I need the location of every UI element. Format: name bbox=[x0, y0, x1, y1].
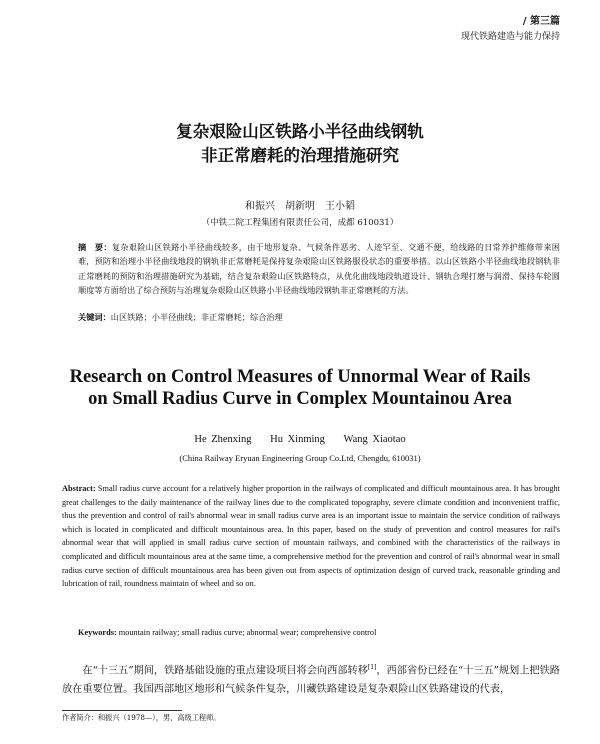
abstract-en-text: Small radius curve account for a relatively higher proportion in the railways of complicated and difficult mountainous area. It has brought great challenges to the daily maintenance of the railway lines due to the complicated topography, severe climate condition and inconvenient traffic, thus the prevention and control of rail's abnormal wear in small radius curve area is an important issue to maintain the service condition of railways which is located in complicated and difficult mountainous area. In this paper, based on the study of prevention and control measures for rail's abnormal wear that will applied in small radius curve section of mountain railways, and combined with the characteristics of the railways in complicated and difficult mountainous area at the same time, a comprehensive method for the prevention and control of rail's abnormal wear in small radius curve section of difficult mountainous area has been given out from aspects of optimization design of curved track, reasonable grinding and lubrication of rail, roundness maintain of wheel and so on. bbox=[62, 484, 560, 589]
keywords-english bbox=[78, 628, 560, 637]
authors-english bbox=[0, 434, 600, 445]
affiliation-english: (China Railway Eryuan Engineering Group Co.Ltd, Chengdu, 610031) bbox=[179, 453, 421, 463]
running-header bbox=[461, 12, 560, 42]
section-subtitle: 现代铁路建造与能力保持 bbox=[460, 32, 560, 42]
author-en: Hu Xinming bbox=[270, 434, 325, 445]
abstract-chinese bbox=[78, 240, 560, 297]
title-cn-line1: 复杂艰险山区铁路小半径曲线钢轨 bbox=[176, 122, 424, 141]
body-text-a: 在“十三五”期间，铁路基础设施的重点建设项目将会向西部转移 bbox=[82, 665, 368, 677]
citation-ref: [1] bbox=[367, 664, 377, 671]
keywords-en-text: mountain railway; small radius curve; abnormal wear; comprehensive control bbox=[116, 628, 377, 637]
keywords-en-label: Keywords: bbox=[78, 628, 117, 637]
title-chinese bbox=[0, 120, 600, 168]
chapter-label: / 第三篇 bbox=[522, 16, 560, 27]
affiliation-chinese: （中铁二院工程集团有限责任公司，成都 610031） bbox=[201, 218, 399, 228]
abstract-cn-label: 摘 要： bbox=[78, 242, 112, 252]
abstract-en-label: Abstract: bbox=[62, 484, 96, 493]
abstract-english bbox=[62, 482, 560, 591]
authors-chinese: 和振兴 胡新明 王小韬 bbox=[245, 201, 355, 212]
keywords-cn-text: 山区铁路；小半径曲线；非正常磨耗；综合治理 bbox=[110, 312, 283, 322]
abstract-cn-text: 复杂艰险山区铁路小半径曲线较多，由于地形复杂、气候条件恶劣、人迹罕至、交通不便，给线路的日常养护维修带来困难，预防和治理小半径曲线地段的钢轨非正常磨耗是保持复杂艰险山区铁路服役状态的重要举措。以山区铁路小半径曲线地段钢轨非正常磨耗的预防和治理措施研究为基础，结合复杂艰险山区铁路特点，从优化曲线地段轨道设计、钢轨合理打磨与润滑、保持车轮圆顺度等方面给出了综合预防与治理复杂艰险山区铁路小半径曲线地段钢轨非正常磨耗的方法。 bbox=[78, 242, 560, 295]
author-en: He Zhenxing bbox=[194, 434, 252, 445]
keywords-chinese bbox=[78, 312, 560, 323]
author-footnote: 作者简介：和振兴（1978—），男，高级工程师。 bbox=[62, 713, 221, 722]
title-english bbox=[0, 366, 600, 410]
author-en: Wang Xiaotao bbox=[343, 434, 406, 445]
body-paragraph bbox=[62, 658, 560, 699]
footnote-divider bbox=[62, 710, 182, 711]
title-cn-line2: 非正常磨耗的治理措施研究 bbox=[201, 146, 399, 165]
keywords-cn-label: 关键词： bbox=[78, 312, 111, 322]
body-text-b: ，西部省份已经在“十三五”规划上把铁路放在重要位置。我国西部地区地形和气候条件复杂，川藏铁路建设是复杂艰险山区铁路建设的代表， bbox=[62, 665, 560, 696]
title-en-line1: Research on Control Measures of Unnormal Wear of Rails bbox=[69, 367, 531, 387]
title-en-line2: on Small Radius Curve in Complex Mountainou Area bbox=[88, 389, 512, 409]
